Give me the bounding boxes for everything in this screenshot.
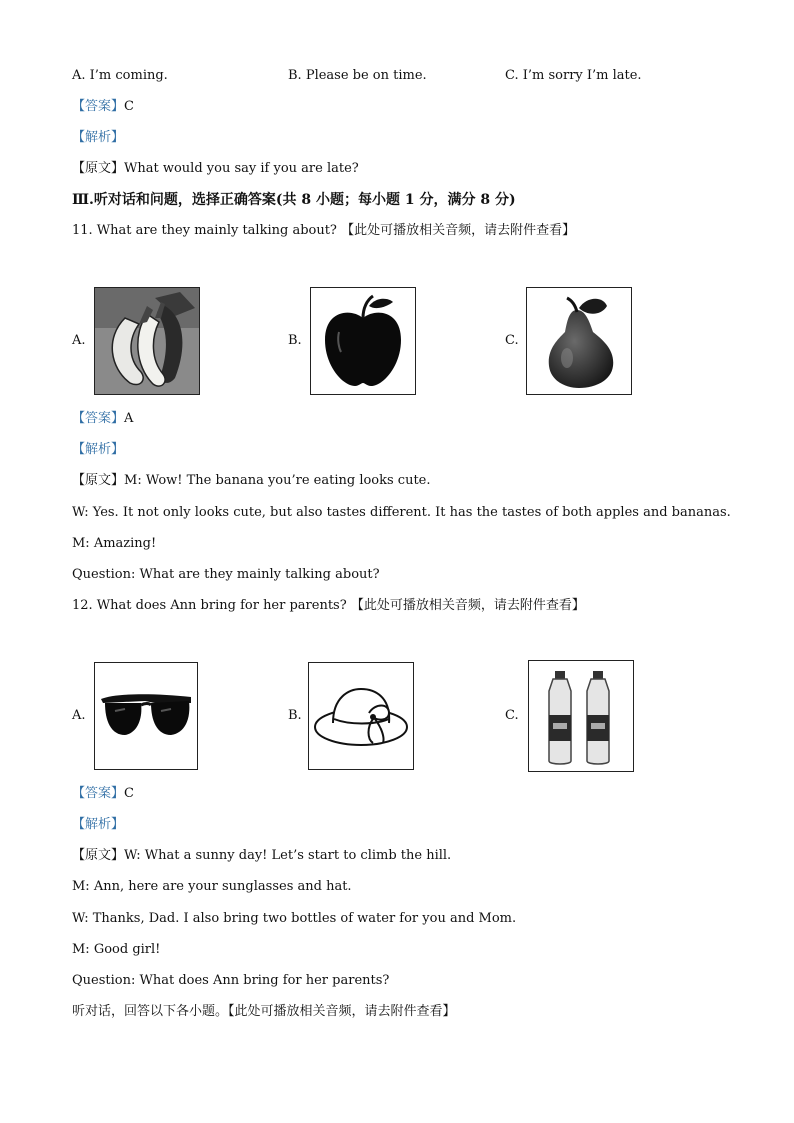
analysis-tag: 【解析】 [72, 442, 125, 457]
q11-audio-note: 【此处可播放相关音频，请去附件查看】 [341, 223, 576, 238]
q12-dialogue-line: M: Good girl! [72, 942, 161, 957]
q12-label-b: B. [288, 708, 302, 723]
q11-dialogue-line: M: Amazing! [72, 536, 157, 551]
q12-label-c: C. [505, 708, 519, 723]
original-tag: 【原文】 [72, 161, 125, 176]
q10-analysis-line [72, 129, 124, 147]
next-instruction: 听对话，回答以下各小题。【此处可播放相关音频，请去附件查看】 [72, 1004, 456, 1019]
q12-image-hat[interactable] [308, 662, 414, 770]
q11-label-a: A. [72, 333, 86, 348]
q10-option-b: B. Please be on time. [288, 68, 427, 83]
hat-icon [309, 663, 413, 769]
analysis-tag: 【解析】 [72, 817, 125, 832]
q11-image-banana[interactable] [94, 287, 200, 395]
water-bottle-icon [529, 661, 633, 771]
q11-question-line [72, 222, 575, 240]
q10-option-c: C. I’m sorry I’m late. [505, 68, 642, 83]
q12-dialogue-line: M: Ann, here are your sunglasses and hat. [72, 879, 352, 894]
answer-tag: 【答案】 [72, 411, 125, 426]
q11-dialogue-line: W: Yes. It not only looks cute, but also tastes different. It has the tastes of both apples and bananas. [72, 505, 731, 520]
q10-original-line [72, 160, 359, 178]
pear-icon [527, 288, 631, 394]
q11-question: 11. What are they mainly talking about? [72, 223, 337, 238]
q11-original-line [72, 472, 431, 490]
answer-tag: 【答案】 [72, 786, 125, 801]
q12-answer-line [72, 785, 134, 803]
q11-dialogue-line: Question: What are they mainly talking about? [72, 567, 380, 582]
q12-answer: C [124, 786, 134, 801]
q12-original-line [72, 847, 451, 865]
q12-analysis-line [72, 816, 124, 834]
q10-answer-line [72, 98, 134, 116]
analysis-tag: 【解析】 [72, 130, 125, 145]
q11-label-c: C. [505, 333, 519, 348]
apple-icon [311, 288, 415, 394]
q11-analysis-line [72, 441, 124, 459]
answer-tag: 【答案】 [72, 99, 125, 114]
q11-answer: A [124, 411, 134, 426]
q12-question: 12. What does Ann bring for her parents? [72, 598, 347, 613]
original-tag: 【原文】 [72, 848, 125, 863]
q12-question-line [72, 597, 585, 615]
q11-image-apple[interactable] [310, 287, 416, 395]
section-heading: Ⅲ.听对话和问题，选择正确答案(共 8 小题；每小题 1 分，满分 8 分) [72, 192, 516, 208]
q10-answer: C [124, 99, 134, 114]
sunglasses-icon [95, 663, 197, 769]
q10-option-a: A. I’m coming. [72, 68, 168, 83]
q10-original: What would you say if you are late? [124, 161, 359, 176]
q11-dialogue-line: M: Wow! The banana you’re eating looks cute. [124, 473, 431, 488]
q12-image-sunglasses[interactable] [94, 662, 198, 770]
q11-answer-line [72, 410, 133, 428]
q12-dialogue-line: W: What a sunny day! Let’s start to climb the hill. [124, 848, 452, 863]
q12-label-a: A. [72, 708, 86, 723]
q11-label-b: B. [288, 333, 302, 348]
q12-audio-note: 【此处可播放相关音频，请去附件查看】 [350, 598, 585, 613]
banana-icon [95, 288, 199, 394]
q12-dialogue-line: W: Thanks, Dad. I also bring two bottles of water for you and Mom. [72, 911, 517, 926]
q11-image-pear[interactable] [526, 287, 632, 395]
q12-dialogue-line: Question: What does Ann bring for her parents? [72, 973, 390, 988]
original-tag: 【原文】 [72, 473, 125, 488]
q12-image-water-bottles[interactable] [528, 660, 634, 772]
